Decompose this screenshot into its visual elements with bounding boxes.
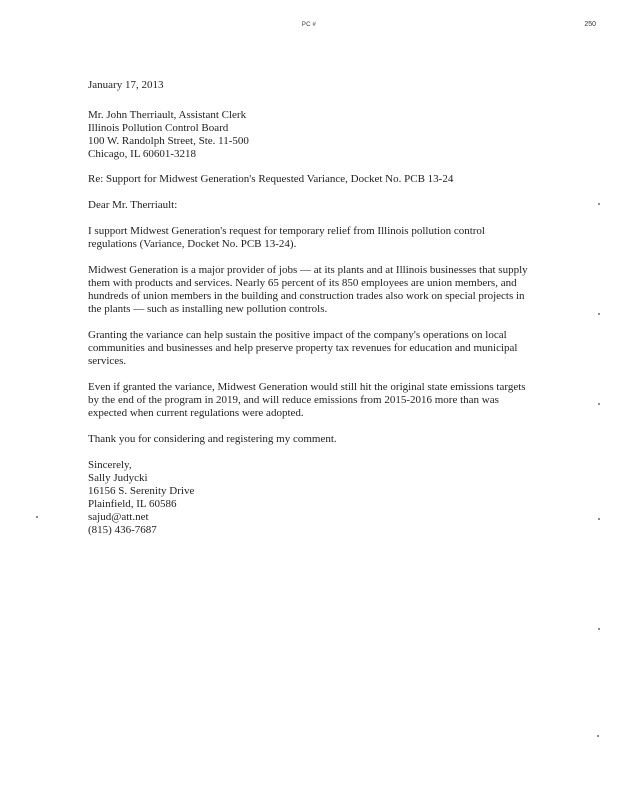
letter-body [88,79,528,537]
scan-speck [598,628,600,630]
signer-phone: (815) 436-7687 [88,524,157,536]
scan-speck [597,735,599,737]
body-paragraph-1: I support Midwest Generation's request for temporary relief from Illinois pollution control regulations (Variance, Docket No. PCB 13-24). [88,225,485,250]
scan-speck [36,516,38,518]
recipient-street: 100 W. Randolph Street, Ste. 11-500 [88,135,249,147]
signature-block [88,459,528,537]
recipient-name: Mr. John Therriault, Assistant Clerk [88,109,247,121]
signer-name: Sally Judycki [88,472,148,484]
scan-speck [598,313,600,315]
closing: Sincerely, [88,459,132,471]
recipient-city: Chicago, IL 60601-3218 [88,148,197,160]
scan-speck [598,203,600,205]
signer-street: 16156 S. Serenity Drive [88,485,195,497]
letter-date [88,79,528,92]
date-line: January 17, 2013 [88,79,164,91]
body-paragraph-2: Midwest Generation is a major provider of jobs — at its plants and at Illinois businesses that supply them with products and services. Nearly 65 percent of its 850 employees are union members, and hundreds of union members in the building and construction trades also work on special projects in the plants — such as installing new pollution controls. [88,264,528,315]
page-number: 250 [584,21,596,28]
scan-speck [598,403,600,405]
signer-email: sajud@att.net [88,511,149,523]
recipient-organization: Illinois Pollution Control Board [88,122,229,134]
scan-speck [598,518,600,520]
signer-city: Plainfield, IL 60586 [88,498,177,510]
subject-line: Re: Support for Midwest Generation's Requested Variance, Docket No. PCB 13-24 [88,173,454,185]
salutation: Dear Mr. Therriault: [88,199,178,211]
body-paragraph-4: Even if granted the variance, Midwest Generation would still hit the original state emissions targets by the end of the program in 2019, and will reduce emissions from 2015-2016 more than was expected when current regulations were adopted. [88,381,526,419]
body-paragraph-3: Granting the variance can help sustain the positive impact of the company's operations on local communities and businesses and help preserve property tax revenues for education and municipal services. [88,329,518,367]
body-paragraph-5: Thank you for considering and registering my comment. [88,433,337,445]
pc-header-mark: PC # [301,22,317,28]
recipient-address [88,109,528,161]
